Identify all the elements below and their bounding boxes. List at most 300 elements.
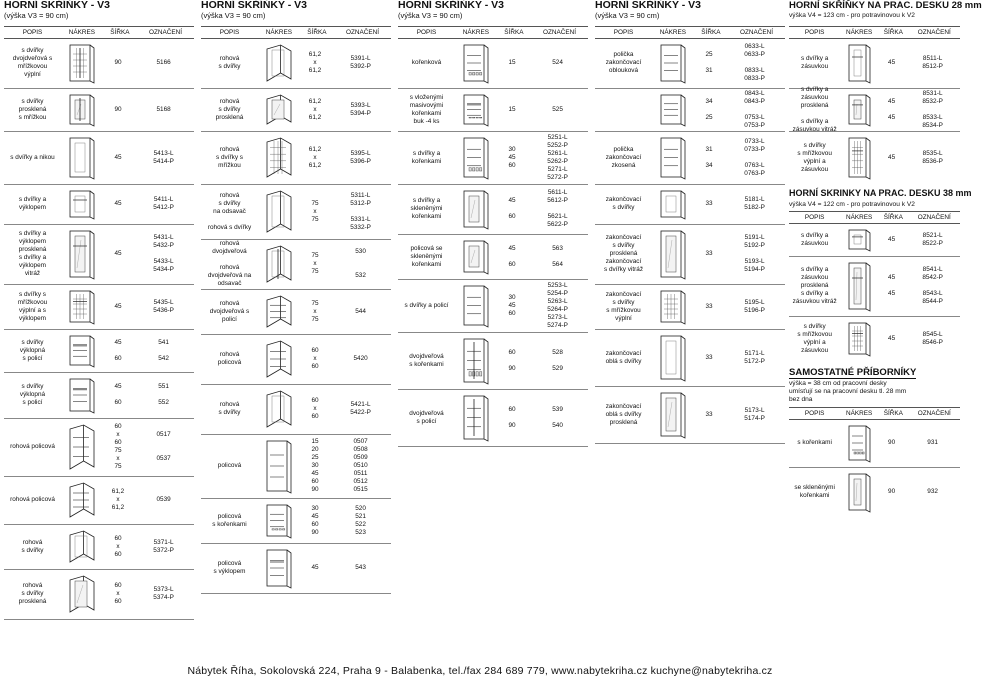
product-code [557,205,559,213]
row-width [694,38,724,88]
product-code: 0843-P [744,97,765,105]
row-description [4,131,61,184]
product-code: 5193-L [744,258,765,265]
product-code: 5372-P [153,546,174,554]
row-width [497,88,527,131]
width-value: 45 [888,113,896,121]
product-code: 5271-L [547,165,568,173]
row-code [724,88,785,131]
width-value: 61,2 [111,488,125,495]
row-code [905,316,960,361]
row-width [103,418,133,476]
column-subtitle: (výška V3 = 90 cm) [595,11,660,20]
row-description [595,329,652,386]
product-code: 5262-P [547,157,568,165]
description-line: zakončovací [605,402,642,410]
product-code: 0517 [156,431,171,438]
row-code [330,239,391,289]
glass-spice-cabinet-icon [457,186,495,232]
width-value: 45 [508,244,516,252]
description-line: dvojdveřová [212,248,247,255]
product-code: 5392-P [350,63,371,70]
mesh-drawer-tall-icon [842,133,876,182]
product-code: 0733-P [744,145,765,153]
section-note: výška = 38 cm od pracovní desky [789,380,887,387]
table-row [398,389,588,447]
width-value: 60 [311,413,319,420]
width-value: 31 [705,145,713,153]
product-code: 5420 [353,355,368,362]
description-line: zásuvkou [801,346,829,354]
table-row [595,184,785,225]
row-width [103,38,133,88]
width-value: 45 [508,153,516,161]
row-width [497,279,527,332]
description-line: s dvířky [218,63,241,70]
row-width [300,334,330,384]
row-description [4,569,61,619]
width-value: x [313,260,317,267]
description-line: výplní [24,71,41,78]
row-code [527,88,588,131]
corner-shelf-icon [63,420,101,474]
row-description [398,279,455,332]
product-code: 5395-L [350,149,371,157]
product-code: 5435-L [153,298,174,306]
width-value: 60 [114,354,122,362]
width-value: 60 [311,520,319,528]
width-value: 33 [705,200,713,207]
row-width [878,256,905,316]
product-code [932,282,934,290]
width-value: 30 [311,504,319,512]
section-title: HORNÍ SKRINKY NA PRAC. DESKU 38 mm [789,188,972,198]
table-row [398,234,588,280]
description-line: s dvířky [218,199,241,207]
product-code: 525 [552,105,563,113]
description-line: kořenkami [411,213,442,220]
description-line: rohová [219,264,240,271]
description-line: s dvířky [21,47,44,54]
description-line: výklopná [19,346,46,354]
table-row [595,284,785,330]
width-value: 60 [508,405,516,413]
row-code [133,329,194,372]
description-line: s policí [22,399,43,406]
width-value [117,391,119,399]
width-value: x [116,496,120,503]
product-code: 0509 [353,454,368,461]
description-line: s dvířky a [412,149,441,157]
table-row [201,289,391,335]
description-line: výplní a [803,157,826,165]
row-description [201,543,258,593]
row-width [300,384,330,434]
row-code [905,38,960,88]
row-width [497,38,527,88]
product-code: 8544-P [922,298,943,305]
width-value: 60 [508,213,516,220]
description-line: výplní a [803,338,826,346]
description-line: rohová [219,299,240,307]
description-line: mřížkovou [17,63,48,70]
product-code: 541 [158,338,169,346]
product-code: 0537 [156,455,171,462]
row-width [878,38,905,88]
row-width [878,223,905,256]
row-code [133,184,194,224]
description-line: s kořenkami [409,360,444,368]
product-code: 5391-L [350,55,371,62]
product-code: 543 [355,564,366,571]
description-line: s dvířky [218,409,241,416]
table-row [201,184,391,240]
product-code: 5396-P [350,157,371,165]
description-line: výplní [615,314,632,322]
width-value [708,154,710,162]
row-code [330,384,391,434]
product-code: 5414-P [153,157,174,165]
header-oznaceni: OZNAČENÍ [917,214,951,221]
header-nakres: NÁKRES [845,29,873,36]
table-row [4,38,194,89]
product-code: 931 [927,439,938,446]
row-width [694,184,724,224]
header-oznaceni: OZNAČENÍ [739,29,773,36]
product-code: 0833-L [744,67,765,74]
description-line: s dvířky [21,546,44,554]
product-code [163,439,165,447]
table-row [4,131,194,185]
header-nakres: NÁKRES [265,29,293,36]
column-title: HORNÍ SKŘÍŇKY - V3 [201,0,307,11]
width-value: 33 [705,250,713,257]
product-code [163,347,165,355]
product-code: 8512-P [922,63,943,70]
product-code: 5433-L [153,258,174,265]
row-description [398,38,455,88]
product-code: 5254-P [547,289,568,297]
table-row [4,184,194,225]
double-shelf-cabinet-icon [457,391,495,444]
corner-glass-cabinet-icon [63,571,101,617]
width-value: 34 [705,97,713,105]
corner-hood-cabinet-icon [260,186,298,237]
row-description [201,239,258,289]
column-title: HORNÍ SKŘÍŇKY - V3 [398,0,504,11]
mesh-flap-cabinet-icon [63,286,101,327]
glass-flap-cabinet-icon [63,226,101,282]
description-line: policí [222,315,237,323]
width-value: 30 [508,293,516,301]
width-value: 75 [311,199,319,207]
width-value: 60 [508,260,516,268]
table-row [201,239,391,290]
description-line: dvojdveřová s [12,55,53,62]
width-value: 60 [114,598,122,605]
description-line: s dvířky a [412,197,441,204]
product-code: 542 [158,354,169,362]
product-code: 552 [158,399,169,406]
row-description [4,88,61,131]
description-line: s policí [416,417,437,425]
row-code [133,569,194,619]
width-value: 60 [114,399,122,406]
row-description [201,334,258,384]
description-line: zakončovací [605,290,642,298]
product-code: 539 [552,405,563,413]
description-line: výklopem [19,238,46,245]
product-code: 5196-P [744,306,765,314]
spice-shelf-icon [260,500,298,541]
width-value: x [313,207,317,215]
row-description [398,234,455,279]
product-code: 530 [355,248,366,255]
row-code [527,131,588,184]
table-row [4,329,194,373]
description-line: mřížkovou [17,298,48,306]
width-value: 20 [311,446,319,453]
header-popis: POPIS [416,29,437,36]
description-line: s dvířky a [18,196,47,203]
description-line: prosklená [18,246,47,253]
row-description [789,223,840,256]
table-row [201,434,391,499]
row-code [133,524,194,569]
description-line: s dvířky a [800,117,829,125]
row-width [878,467,905,517]
product-code: 5274-P [547,321,568,329]
width-value: 90 [114,105,122,113]
row-code [133,131,194,184]
column-subtitle: (výška V3 = 90 cm) [4,11,69,20]
table-row [789,316,960,361]
row-code [133,284,194,329]
product-code: 520 [355,504,366,512]
column-subtitle: (výška V3 = 90 cm) [398,11,463,20]
table-row [398,184,588,235]
description-line: s dvířky [21,338,44,346]
product-code: 5412-P [153,204,174,211]
product-code: 529 [552,364,563,372]
product-code: 8545-L [922,330,943,338]
door-shelf-cabinet-icon [457,281,495,330]
description-line: mřížkou [218,161,241,169]
product-code: 563 [552,244,563,252]
header-nakres: NÁKRES [659,29,687,36]
row-code [724,184,785,224]
row-description [398,389,455,446]
width-value: 25 [705,113,713,121]
description-line: zásuvkou [801,239,829,247]
description-line: skleněnými [410,252,443,260]
row-description [201,289,258,334]
width-value: 45 [114,250,122,257]
header-nakres: NÁKRES [462,29,490,36]
niche-cabinet-icon [63,133,101,182]
row-code [133,88,194,131]
round-end-glass-icon [654,388,692,441]
product-code: 5331-L [350,215,371,223]
product-code: 8542-P [922,274,943,281]
product-code: 8543-L [922,290,943,297]
width-value: 45 [311,512,319,520]
description-line: s dvířky a policí [404,301,449,309]
row-description [201,434,258,498]
product-code: 5312-P [350,199,371,207]
width-value: 75 [311,215,319,223]
product-code: 5612-P [547,197,568,204]
glass-drawer-tall-icon [842,90,876,129]
row-width [300,88,330,131]
width-value: 75 [311,299,319,307]
row-width [300,38,330,88]
width-value [891,106,893,114]
product-code: 5191-L [744,234,765,241]
product-code: 0508 [353,446,368,453]
table-row [398,332,588,390]
product-code: 524 [552,59,563,66]
row-code [724,224,785,284]
description-line: kořenkami [411,109,442,117]
width-value: 60 [508,348,516,356]
header-popis: POPIS [22,29,43,36]
description-line: s kořenkami [797,439,832,446]
row-width [878,88,905,131]
product-code: 5311-L [350,191,371,199]
width-value: x [313,59,317,66]
width-value: x [313,105,317,113]
description-line: na odsavač [213,207,246,215]
description-line: dvojdveřová [409,352,444,360]
width-value [891,282,893,290]
table-row [789,223,960,257]
product-code: 5373-L [153,586,174,593]
product-code: 5252-P [547,141,568,149]
row-width [497,389,527,446]
width-value: 33 [705,302,713,310]
row-description [595,224,652,284]
width-value: 60 [311,363,319,370]
product-code: 5253-L [547,281,568,289]
product-code: 0833-P [744,75,765,82]
table-row [595,131,785,185]
table-row [4,418,194,477]
description-line: rohová [22,538,43,546]
description-line: policová [217,359,242,366]
description-line: s vloženými [409,93,444,101]
description-line: skleněnými [410,205,443,212]
description-line: zkosená [611,161,636,169]
corner-door-cabinet-icon [260,40,298,86]
table-row [201,88,391,132]
product-code [360,264,362,272]
section-note: bez dna [789,396,813,403]
end-glass-cabinet-icon [654,226,692,282]
product-code: 5434-P [153,266,174,273]
width-value: 15 [311,438,319,445]
description-line: s mřížkovou [797,149,832,157]
width-value [511,357,513,365]
product-code: 5263-L [547,297,568,305]
product-code: 5621-L [547,213,568,220]
row-description [201,38,258,88]
row-width [103,329,133,372]
table-row [789,85,960,133]
row-width [694,284,724,329]
glass-spice-caddy-icon [842,469,876,515]
width-value: 75 [311,268,319,275]
description-line: výklopem [19,262,46,269]
table-row [398,131,588,185]
width-value: 33 [705,410,713,418]
column-title: HORNÍ SKŘÍŇKY - V3 [595,0,701,11]
product-code: 5422-P [350,409,371,416]
table-row [398,279,588,333]
spice-drawer-rack-icon [457,90,495,129]
width-value: 45 [888,290,896,297]
description-line: policová [217,462,242,469]
header-popis: POPIS [804,29,825,36]
product-code: 5393-L [350,101,371,109]
corner-shelf-2-icon [63,478,101,522]
width-value: 90 [114,59,122,66]
row-width [694,329,724,386]
description-line: rohová policová [10,443,55,450]
description-line [229,256,231,264]
row-width [103,184,133,224]
row-code [330,88,391,131]
width-value: 90 [888,488,896,495]
description-line: s dvířky a nikou [10,153,55,161]
description-line: s dvířky [803,141,826,149]
table-row [789,131,960,184]
row-code [330,38,391,88]
row-width [300,498,330,543]
product-code: 8535-L [922,149,943,157]
header-sirka: ŠÍŘKA [883,214,903,221]
description-line: rohová [219,97,240,105]
row-code [133,224,194,284]
width-value [117,347,119,355]
width-value: x [116,590,120,597]
product-code [557,253,559,261]
product-code: 5272-P [547,173,568,181]
table-row [4,284,194,330]
row-code [330,289,391,334]
glass-drawer-tall-2-icon [842,258,876,314]
row-description [789,419,840,467]
description-line: s dvířky [612,204,635,211]
product-code: 5261-L [547,149,568,157]
row-description [595,184,652,224]
description-line: kořenkami [411,157,442,165]
width-value: x [116,542,120,550]
product-code: 0733-L [744,137,765,145]
row-code [905,467,960,517]
row-code [905,88,960,131]
row-width [878,131,905,184]
corner-door-cabinet-icon [63,526,101,567]
row-width [694,88,724,131]
row-width [497,131,527,184]
width-value: 45 [114,302,122,310]
width-value: 75 [114,463,122,470]
shelf-flap-cabinet-icon [63,331,101,370]
description-line: kořenkami [799,492,830,499]
product-code: 0515 [353,486,368,493]
row-description [4,372,61,418]
